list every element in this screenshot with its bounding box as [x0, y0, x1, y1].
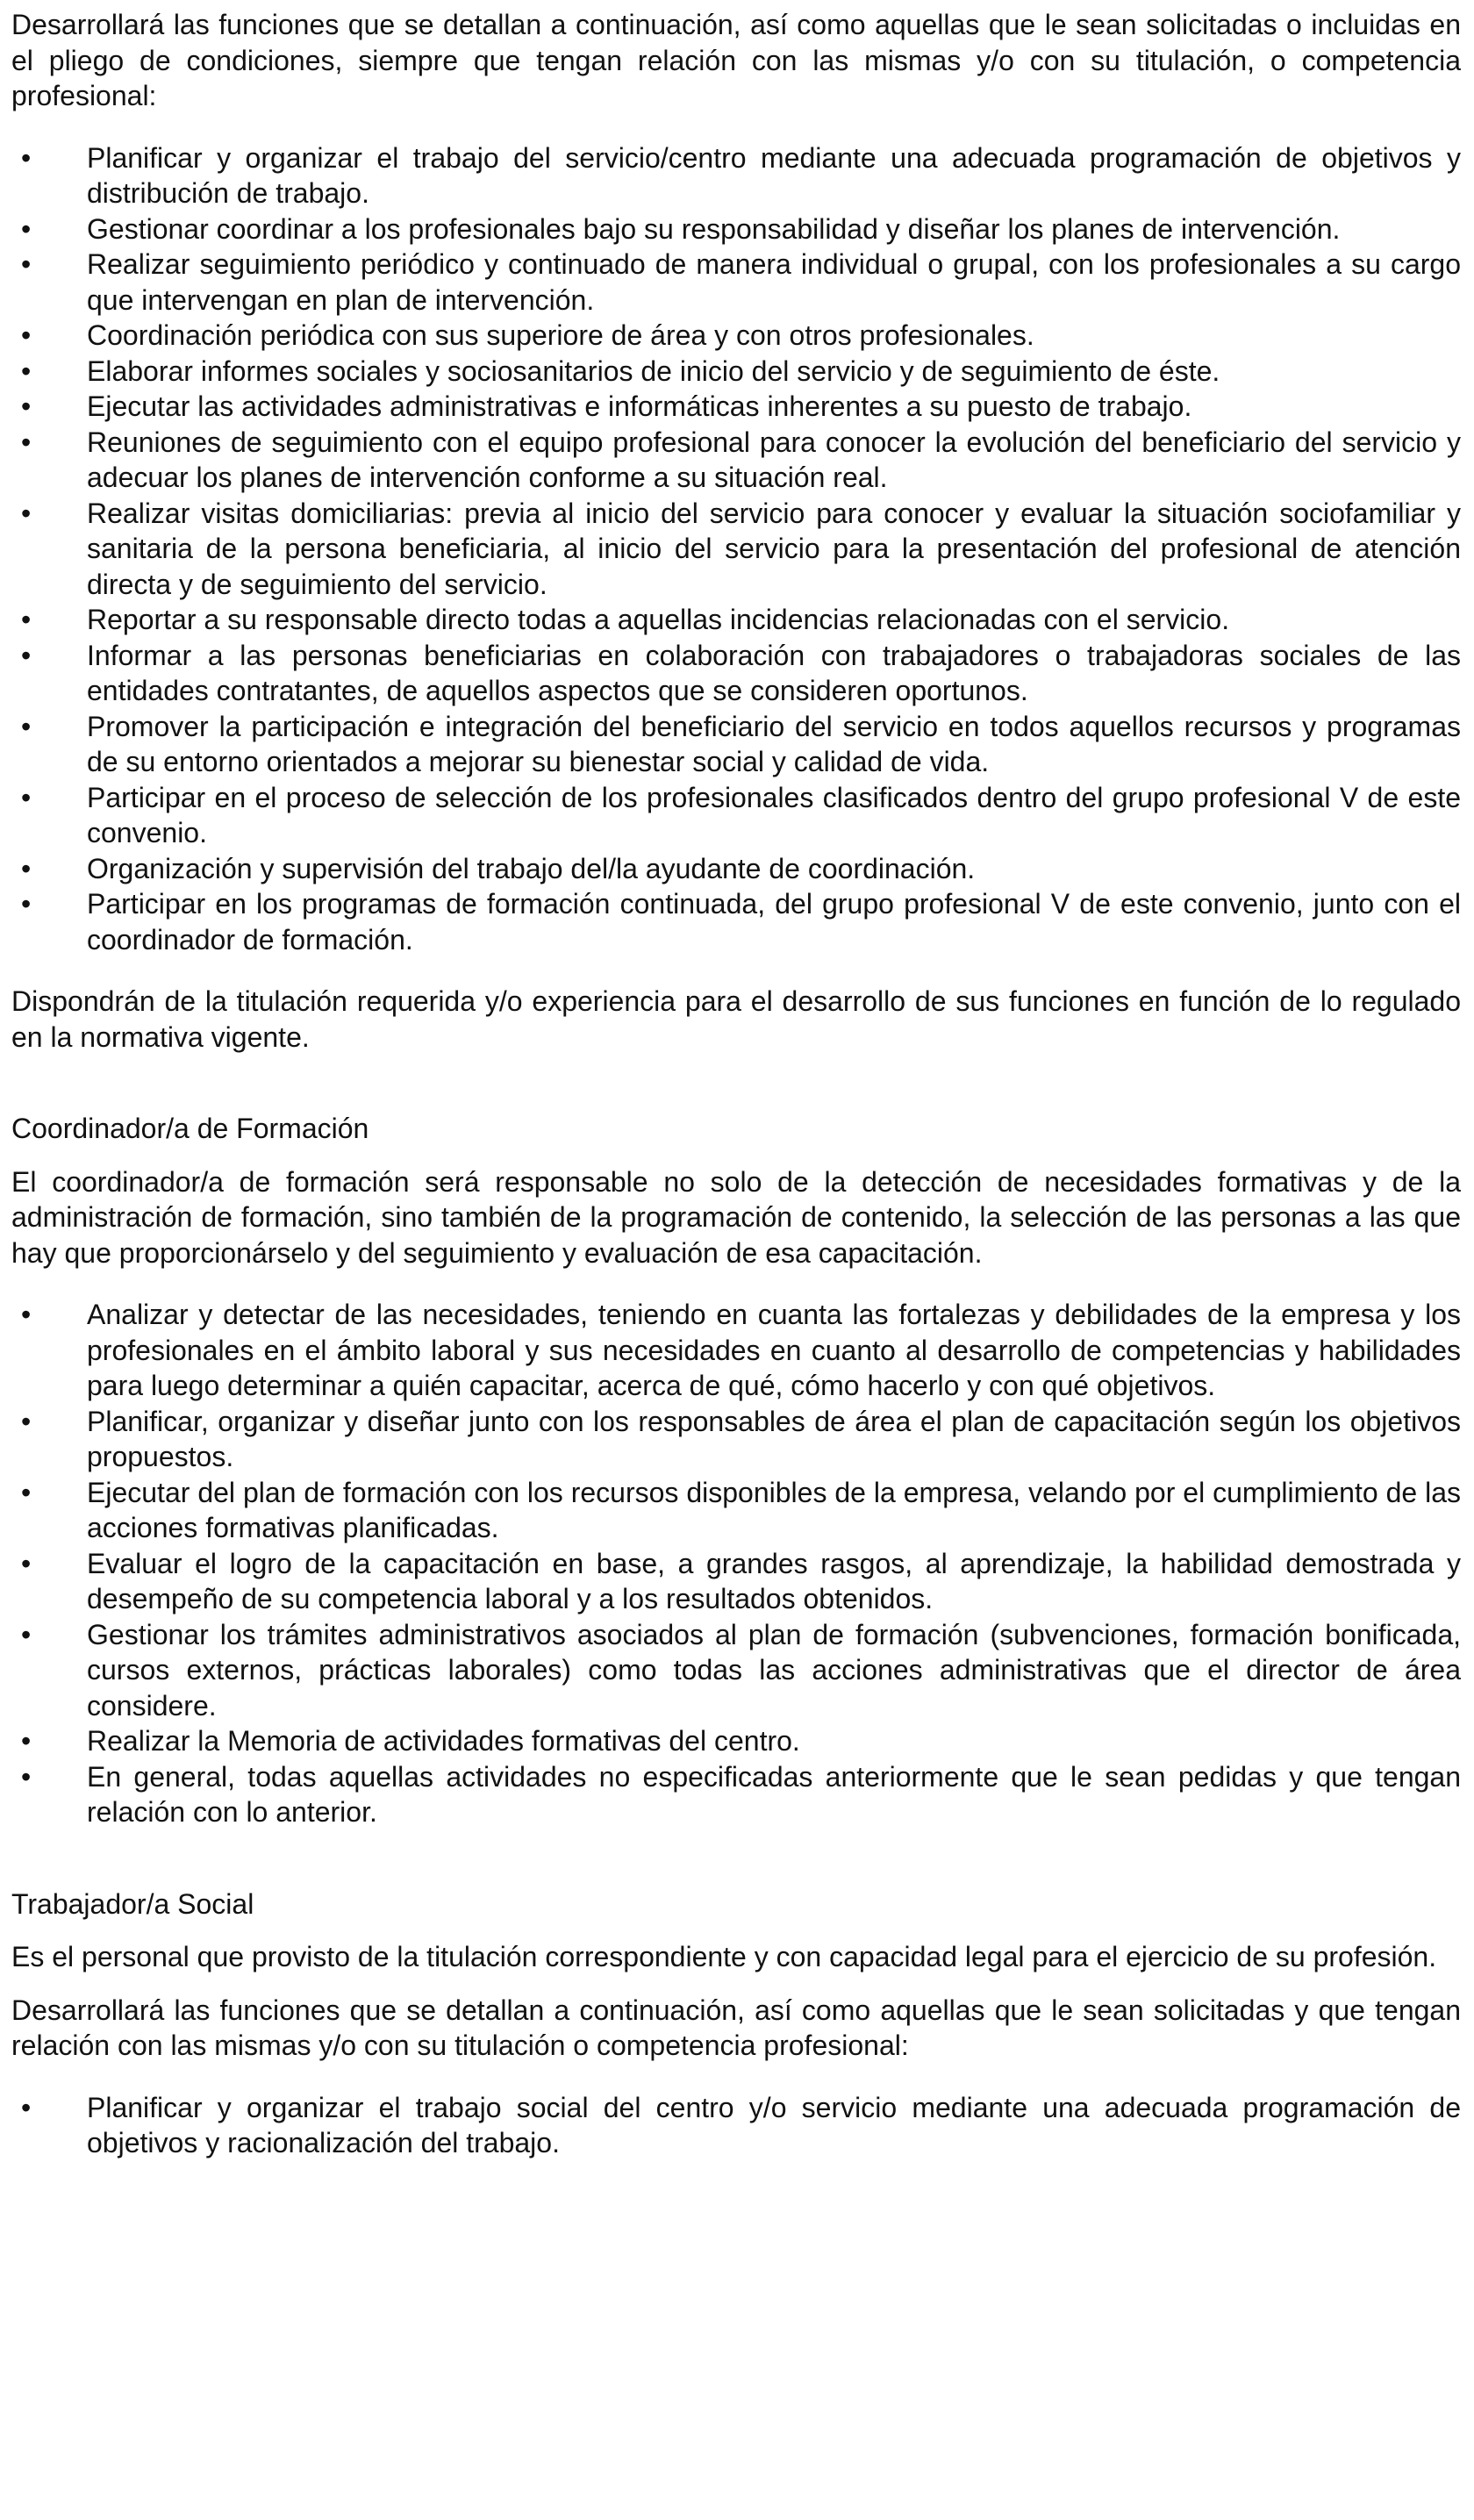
list-item — [11, 638, 1461, 709]
list-item-text: Participar en el proceso de selección de los profesionales clasificados dentro del grupo profesional V de este convenio. — [87, 781, 1461, 848]
list-item-text: Elaborar informes sociales y sociosanitarios de inicio del servicio y de seguimiento de éste. — [87, 354, 1220, 387]
list-item — [11, 2090, 1461, 2161]
list-item — [11, 1475, 1461, 1546]
list-item — [11, 1759, 1461, 1830]
list-item-text: Informar a las personas beneficiarias en colaboración con trabajadores o trabajadoras sociales de las entidades contratantes, de aquellos aspectos que se consideren oportunos. — [87, 639, 1461, 706]
bullet-icon: • — [21, 639, 32, 671]
list-item — [11, 602, 1461, 638]
social-paragraph-1: Es el personal que provisto de la titulación correspondiente y con capacidad legal para el ejercicio de su profesión. — [11, 1941, 1437, 1972]
bullet-icon: • — [21, 390, 32, 422]
list-item — [11, 886, 1461, 957]
bullet-icon: • — [21, 1618, 32, 1650]
bullet-icon: • — [21, 141, 32, 174]
bullet-icon: • — [21, 852, 32, 884]
bullet-icon: • — [21, 781, 32, 813]
list-item — [11, 211, 1461, 247]
list-item-text: Coordinación periódica con sus superiore de área y con otros profesionales. — [87, 319, 1034, 351]
list-item — [11, 140, 1461, 211]
bullet-icon: • — [21, 888, 32, 920]
bullet-icon: • — [21, 2091, 32, 2123]
list-item-text: Planificar y organizar el trabajo social del centro y/o servicio mediante una adecuada programación de objetivos y racionalización del trabajo. — [87, 2091, 1461, 2158]
list-item-text: Ejecutar del plan de formación con los recursos disponibles de la empresa, velando por el cumplimiento de las acciones formativas planificadas. — [87, 1476, 1461, 1543]
list-item-text: Analizar y detectar de las necesidades, teniendo en cuanta las fortalezas y debilidades de la empresa y los profesionales en el ámbito laboral y sus necesidades en cuanto al desarrollo de competencias y habilidades para luego determinar a quién capacitar, acerca de qué, cómo hacerlo y con qué objetivos. — [87, 1299, 1461, 1401]
bullet-icon: • — [21, 248, 32, 280]
section-heading-trabajador-social: Trabajador/a Social — [11, 1887, 254, 1920]
coordinator-functions-list — [11, 140, 1461, 958]
bullet-icon: • — [21, 319, 32, 351]
bullet-icon: • — [21, 1725, 32, 1757]
list-item — [11, 1546, 1461, 1617]
formacion-paragraph: El coordinador/a de formación será responsable no solo de la detección de necesidades formativas y de la administración de formación, sino también de la programación de contenido, la selección de las personas a las que hay que proporcionárselo y del seguimiento y evaluación de esa capacitación. — [11, 1165, 1461, 1269]
list-item-text: Promover la participación e integración del beneficiario del servicio en todos aquellos recursos y programas de su entorno orientados a mejorar su bienestar social y calidad de vida. — [87, 710, 1461, 777]
bullet-icon: • — [21, 354, 32, 387]
social-functions-list — [11, 2090, 1461, 2161]
list-item — [11, 851, 1461, 887]
list-item-text: Realizar la Memoria de actividades formativas del centro. — [87, 1725, 800, 1757]
list-item — [11, 425, 1461, 496]
list-item — [11, 1723, 1461, 1759]
bullet-icon: • — [21, 1547, 32, 1579]
list-item — [11, 1404, 1461, 1475]
list-item — [11, 1297, 1461, 1404]
list-item — [11, 389, 1461, 425]
list-item-text: Organización y supervisión del trabajo del/la ayudante de coordinación. — [87, 852, 976, 884]
document-page — [11, 7, 1461, 2161]
list-item — [11, 247, 1461, 318]
bullet-icon: • — [21, 604, 32, 635]
list-item-text: Gestionar los trámites administrativos asociados al plan de formación (subvenciones, formación bonificada, cursos externos, prácticas laborales) como todas las acciones administrativas que el director de área considere. — [87, 1618, 1461, 1722]
list-item — [11, 496, 1461, 603]
bullet-icon: • — [21, 1760, 32, 1793]
bullet-icon: • — [21, 1476, 32, 1508]
bullet-icon: • — [21, 1299, 32, 1330]
list-item — [11, 780, 1461, 851]
list-item-text: Planificar, organizar y diseñar junto con los responsables de área el plan de capacitación según los objetivos propuestos. — [87, 1405, 1461, 1472]
list-item — [11, 354, 1461, 390]
list-item-text: En general, todas aquellas actividades no especificadas anteriormente que le sean pedidas y que tengan relación con lo anterior. — [87, 1760, 1461, 1828]
formacion-functions-list — [11, 1297, 1461, 1830]
bullet-icon: • — [21, 1405, 32, 1437]
bullet-icon: • — [21, 710, 32, 742]
list-item-text: Realizar seguimiento periódico y continuado de manera individual o grupal, con los profesionales a su cargo que intervengan en plan de intervención. — [87, 248, 1461, 316]
bullet-icon: • — [21, 212, 32, 245]
list-item-text: Realizar visitas domiciliarias: previa al inicio del servicio para conocer y evaluar la situación sociofamiliar y sanitaria de la persona beneficiaria, al inicio del servicio para la presentación del profesional de atención directa y de seguimiento del servicio. — [87, 497, 1461, 600]
bullet-icon: • — [21, 426, 32, 458]
list-item-text: Evaluar el logro de la capacitación en base, a grandes rasgos, al aprendizaje, la habilidad demostrada y desempeño de su competencia laboral y a los resultados obtenidos. — [87, 1547, 1461, 1614]
social-paragraph-2: Desarrollará las funciones que se detallan a continuación, así como aquellas que le sean solicitadas y que tengan relación con las mismas y/o con su titulación o competencia profesional: — [11, 1994, 1461, 2061]
section-heading-formacion: Coordinador/a de Formación — [11, 1113, 369, 1144]
list-item-text: Gestionar coordinar a los profesionales bajo su responsabilidad y diseñar los planes de intervención. — [87, 212, 1341, 245]
list-item-text: Reuniones de seguimiento con el equipo profesional para conocer la evolución del beneficiario del servicio y adecuar los planes de intervención conforme a su situación real. — [87, 426, 1461, 493]
coordinator-closing-paragraph: Dispondrán de la titulación requerida y/o experiencia para el desarrollo de sus funciones en función de lo regulado en la normativa vigente. — [11, 985, 1461, 1053]
list-item — [11, 1617, 1461, 1724]
list-item-text: Ejecutar las actividades administrativas e informáticas inherentes a su puesto de trabajo. — [87, 390, 1192, 422]
intro-paragraph: Desarrollará las funciones que se detallan a continuación, así como aquellas que le sean solicitadas o incluidas en el pliego de condiciones, siempre que tengan relación con las mismas y/o con su titulación, o competencia profesional: — [11, 9, 1461, 111]
list-item-text: Participar en los programas de formación continuada, del grupo profesional V de este convenio, junto con el coordinador de formación. — [87, 888, 1461, 956]
list-item — [11, 318, 1461, 354]
list-item-text: Reportar a su responsable directo todas a aquellas incidencias relacionadas con el servicio. — [87, 604, 1230, 635]
bullet-icon: • — [21, 497, 32, 529]
list-item — [11, 709, 1461, 780]
list-item-text: Planificar y organizar el trabajo del servicio/centro mediante una adecuada programación de objetivos y distribución de trabajo. — [87, 141, 1461, 209]
